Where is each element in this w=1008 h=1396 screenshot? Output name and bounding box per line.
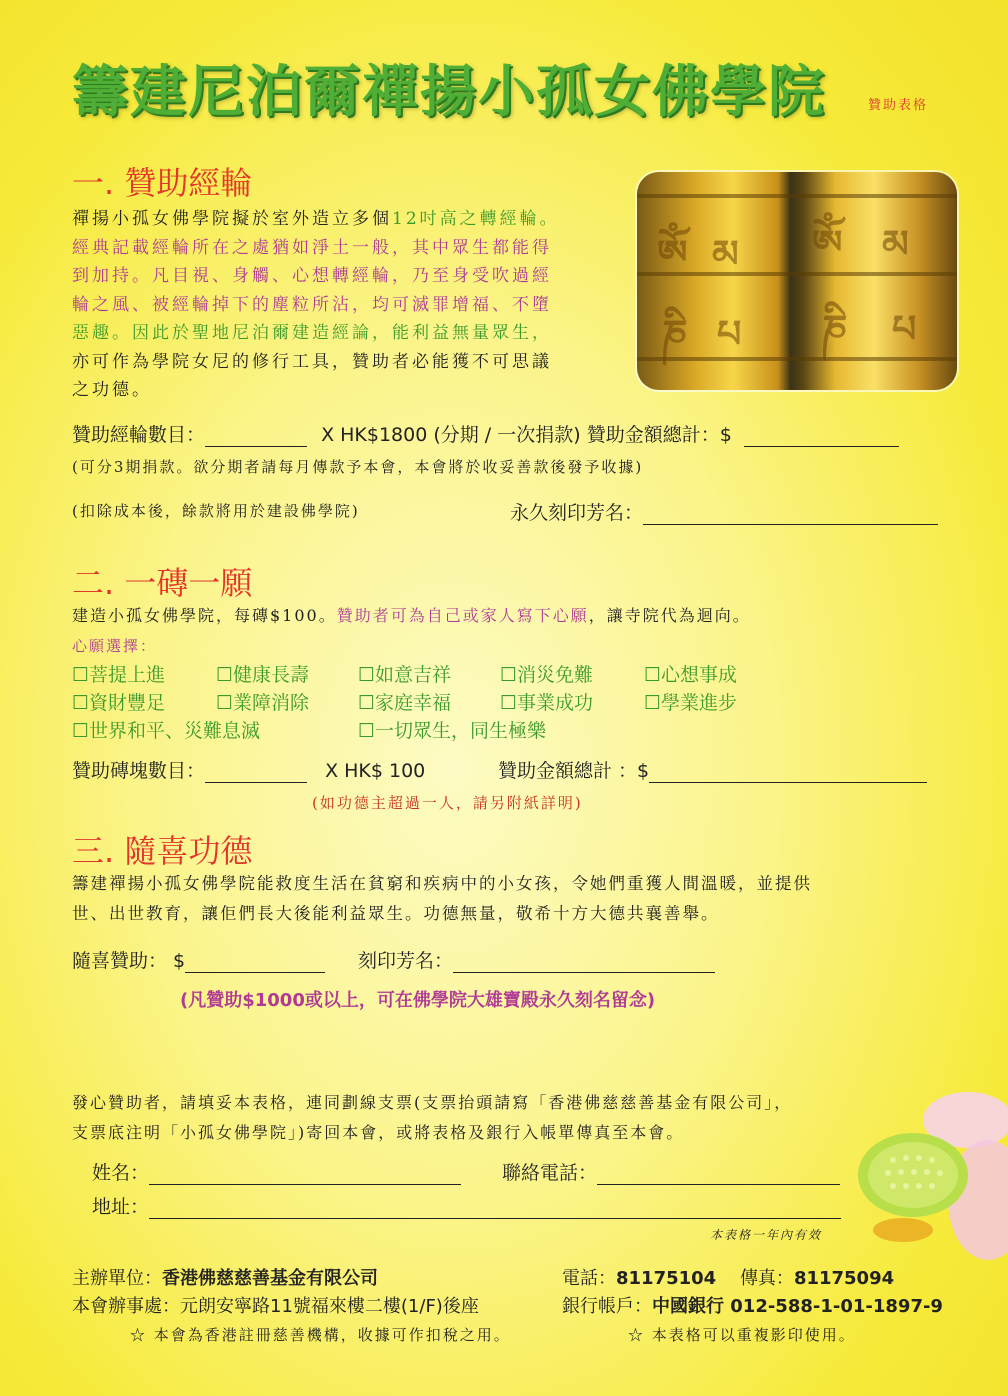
address-field[interactable] [149, 1200, 841, 1219]
donor-note: (如功德主超過一人，請另附紙詳明) [312, 794, 583, 812]
validity-note: 本表格一年內有效 [710, 1228, 823, 1242]
wish-option[interactable]: ☐業障消除 [216, 692, 310, 714]
wish-option[interactable]: ☐家庭幸福 [358, 692, 452, 714]
para-line: 到加持。凡目視、身觸、心想轉經輪，乃至身受吹過經 [72, 266, 552, 286]
cost-note: (扣除成本後，餘款將用於建設佛學院) [72, 502, 360, 520]
engrave-name-field[interactable] [643, 506, 938, 525]
para-line: 之功德。 [72, 380, 152, 400]
wish-option[interactable]: ☐學業進步 [644, 692, 738, 714]
charity-note: ☆ 本會為香港註冊慈善機構，收據可作扣稅之用。 [130, 1326, 511, 1344]
wish-choose-label: 心願選擇： [72, 637, 158, 655]
wheel-total-field[interactable] [744, 428, 899, 447]
section2-intro: 建造小孤女佛學院，每磚$100。贊助者可為自己或家人寫下心願，讓寺院代為迴向。 [72, 606, 751, 625]
para-line: 輪之風、被經輪掉下的塵粒所沾，均可滅罪增福、不墮 [72, 294, 552, 315]
name-field[interactable] [149, 1166, 461, 1185]
wheel-count-field[interactable] [205, 428, 307, 447]
form-instruction-line2: 支票底注明「小孤女佛學院」)寄回本會，或將表格及銀行入帳單傳真至本會。 [72, 1123, 685, 1142]
page-title: 籌建尼泊爾禪揚小孤女佛學院 [72, 60, 826, 125]
wish-option[interactable]: ☐一切眾生，同生極樂 [358, 720, 547, 742]
section3-engrave-row: 刻印芳名： [358, 946, 715, 973]
wish-option[interactable]: ☐心想事成 [644, 664, 738, 686]
phone-field[interactable] [597, 1166, 840, 1185]
para-line: 禪揚小孤女佛學院擬於室外造立多個12吋高之轉經輪。 [72, 209, 560, 229]
para-line: 經典記載經輪所在之處猶如淨土一般，其中眾生都能得 [72, 237, 552, 258]
wish-option[interactable]: ☐消災免難 [500, 664, 594, 686]
wheel-count-row: 贊助經輪數目： X HK$1800 (分期 / 一次捐款) 贊助金額總計：$ [72, 420, 899, 447]
section3-para-line1: 籌建禪揚小孤女佛學院能救度生活在貧窮和疾病中的小女孩，令她們重獲人間溫暖，並提供 [72, 874, 812, 893]
bank-row: 銀行帳戶：中國銀行 012-588-1-01-1897-9 [562, 1296, 943, 1317]
wish-option[interactable]: ☐事業成功 [500, 692, 594, 714]
section3-engrave-field[interactable] [453, 954, 715, 973]
brick-total-row: 贊助金額總計 ：$ [498, 756, 927, 783]
prayer-wheel-photo: ཨོཾ མ ཨོཾ མ ཎི པ ཎི པ [637, 172, 957, 390]
installment-note: (可分3期捐款。欲分期者請每月傳款予本會，本會將於收妥善款後發予收據) [72, 458, 644, 476]
form-tag: 贊助表格 [868, 98, 929, 113]
brick-total-field[interactable] [649, 764, 927, 783]
form-instruction-line1: 發心贊助者，請填妥本表格，連同劃線支票(支票抬頭請寫「香港佛慈慈善基金有限公司」， [72, 1093, 793, 1112]
phone-row: 聯絡電話： [502, 1158, 840, 1185]
wish-option[interactable]: ☐世界和平、災難息滅 [72, 720, 261, 742]
brick-count-field[interactable] [205, 764, 307, 783]
address-row: 地址： [92, 1192, 841, 1219]
para-line: 亦可作為學院女尼的修行工具，贊助者必能獲不可思議 [72, 351, 552, 372]
wish-option[interactable]: ☐資財豐足 [72, 692, 166, 714]
name-row: 姓名： [92, 1158, 461, 1185]
section3-para-line2: 世、出世教育，讓佢們長大後能利益眾生。功德無量，敬希十方大德共襄善舉。 [72, 904, 720, 923]
copy-note: ☆ 本表格可以重複影印使用。 [628, 1326, 856, 1344]
brick-count-row: 贊助磚塊數目： X HK$ 100 [72, 760, 426, 782]
donate-row: 隨喜贊助： $ [72, 946, 325, 973]
lotus-icon [848, 1080, 1008, 1260]
engrave-promo-note: (凡贊助$1000或以上，可在佛學院大雄寶殿永久刻名留念) [180, 990, 656, 1011]
office-row: 本會辦事處：元朗安寧路11號福來樓二樓(1/F)後座 [72, 1296, 479, 1317]
para-line: 惡趣。因此於聖地尼泊爾建造經論，能利益無量眾生， [72, 323, 552, 343]
wish-option[interactable]: ☐健康長壽 [216, 664, 310, 686]
section1-heading: 一. 贊助經輪 [72, 164, 253, 202]
section1-paragraph [72, 205, 592, 405]
wish-option[interactable]: ☐如意吉祥 [358, 664, 452, 686]
section3-heading: 三. 隨喜功德 [72, 832, 253, 870]
contact-row: 電話：81175104 傳真：81175094 [562, 1268, 895, 1289]
wish-option[interactable]: ☐菩提上進 [72, 664, 166, 686]
donate-amount-field[interactable] [185, 954, 325, 973]
organizer-row: 主辦單位：香港佛慈慈善基金有限公司 [72, 1268, 378, 1289]
engrave-row: 永久刻印芳名： [510, 498, 938, 525]
section2-heading: 二. 一磚一願 [72, 564, 253, 602]
